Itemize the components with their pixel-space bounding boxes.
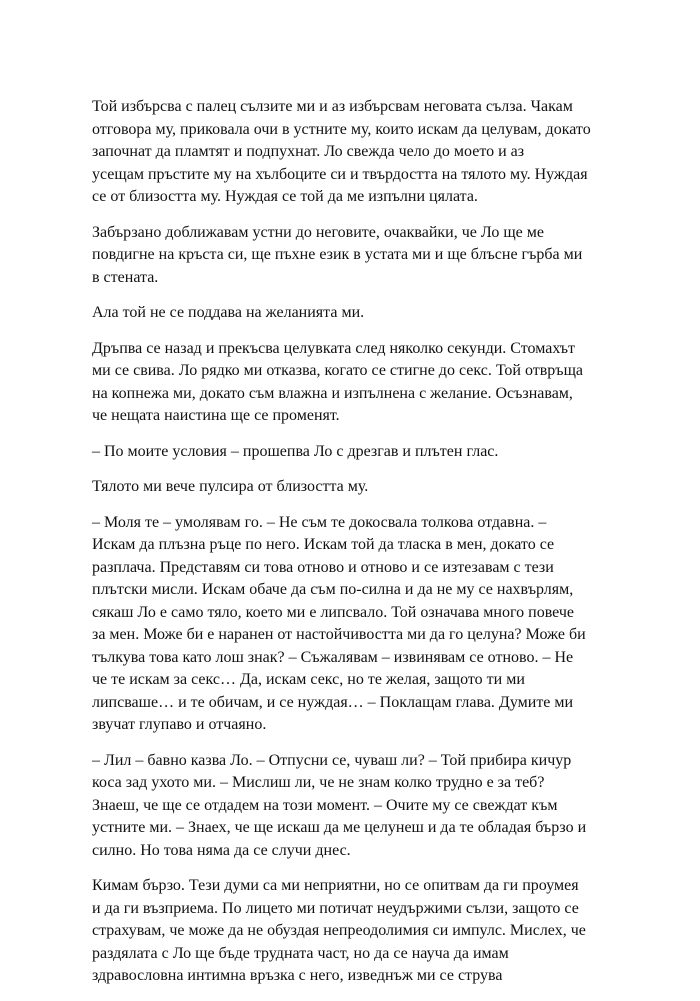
text-line: Знаеш, че ще се отдадем на този момент. – Очите му се свеждат към bbox=[92, 796, 558, 814]
paragraph bbox=[92, 338, 612, 428]
paragraph bbox=[92, 750, 612, 863]
text-line: Кимам бързо. Тези думи са ми неприятни, но се опитвам да ги проумея bbox=[92, 877, 579, 894]
text-line: Дръпва се назад и прекъсва целувката след няколко секунди. Стомахът bbox=[92, 339, 576, 357]
paragraph bbox=[92, 441, 612, 464]
body-text bbox=[92, 96, 612, 1001]
text-line: отговора му, приковала очи в устните му, които искам да целувам, докато bbox=[92, 120, 591, 138]
paragraph bbox=[92, 476, 612, 499]
text-line: плътски мисли. Искам обаче да съм по-силна и да не му се нахвърлям, bbox=[92, 581, 574, 598]
text-line: се от близостта му. Нуждая се той да ме изпълни цялата. bbox=[92, 188, 478, 205]
text-line: – Моля те – умолявам го. – Не съм те докосвала толкова отдавна. – bbox=[92, 513, 547, 531]
text-line: че нещата наистина ще се променят. bbox=[92, 407, 340, 424]
text-line: разплача. Представям си това отново и отново и се изтезавам с тези bbox=[92, 558, 554, 576]
text-line: силно. Но това няма да се случи днес. bbox=[92, 841, 351, 859]
paragraph bbox=[92, 96, 612, 209]
text-line: усещам пръстите му на хълбоците си и твърдостта на тялото му. Нуждая bbox=[92, 165, 588, 183]
text-line: звучат глупаво и отчаяно. bbox=[92, 716, 267, 733]
text-line: повдигне на кръста си, ще пъхне език в устата ми и ще блъсне гърба ми bbox=[92, 246, 583, 263]
paragraph bbox=[92, 302, 612, 325]
text-line: ми се свива. Ло рядко ми отказва, когато се стигне до секс. Той отвръща bbox=[92, 362, 583, 379]
text-line: и да ги възприема. По лицето ми потичат неудържими сълзи, защото се bbox=[92, 899, 579, 917]
text-line: коса зад ухото ми. – Мислиш ли, че не знам колко трудно е за теб? bbox=[92, 774, 545, 791]
text-line: тълкува това като лош знак? – Съжалявам – извинявам се отново. – Не bbox=[92, 648, 574, 666]
text-line: здравословна интимна връзка с него, изведнъж ми се струва bbox=[92, 967, 503, 984]
text-line: сякаш Ло е само тяло, което ми е липсвало. Той означава много повече bbox=[92, 603, 575, 621]
text-line: че те искам за секс… Да, искам секс, но те желая, защото ти ми bbox=[92, 671, 525, 688]
text-line: – Лил – бавно казва Ло. – Отпусни се, чуваш ли? – Той прибира кичур bbox=[92, 751, 572, 769]
text-line: в стената. bbox=[92, 268, 159, 286]
text-line: раздялата с Ло ще бъде трудната част, но да се науча да имам bbox=[92, 944, 509, 962]
text-line: страхувам, че може да не обуздая непреодолимия си импулс. Мислех, че bbox=[92, 922, 586, 939]
text-line: на копнежа ми, докато съм влажна и изпълнена с желание. Осъзнавам, bbox=[92, 384, 573, 402]
text-line: за мен. Може би е наранен от настойчивостта ми да го целуна? Може би bbox=[92, 626, 586, 643]
text-line: Ала той не се поддава на желанията ми. bbox=[92, 304, 365, 321]
text-line: Той избърсва с палец сълзите ми и аз избърсвам неговата сълза. Чакам bbox=[92, 98, 573, 115]
text-line: започнат да пламтят и подпухнат. Ло свежда чело до моето и аз bbox=[92, 143, 525, 160]
text-line: Тялото ми вече пулсира от близостта му. bbox=[92, 478, 369, 495]
paragraph bbox=[92, 222, 612, 290]
text-line: липсваше… и те обичам, и се нуждая… – Поклащам глава. Думите ми bbox=[92, 693, 574, 711]
text-line: Забързано доближавам устни до неговите, очаквайки, че Ло ще ме bbox=[92, 223, 544, 241]
text-line: – По моите условия – прошепва Ло с дрезгав и плътен глас. bbox=[92, 442, 499, 460]
paragraph bbox=[92, 512, 612, 737]
paragraph bbox=[92, 875, 612, 988]
text-line: Искам да плъзна ръце по него. Искам той да тласка в мен, докато се bbox=[92, 536, 555, 553]
text-line: устните ми. – Знаех, че ще искаш да ме целунеш и да те обладая бързо и bbox=[92, 819, 587, 836]
